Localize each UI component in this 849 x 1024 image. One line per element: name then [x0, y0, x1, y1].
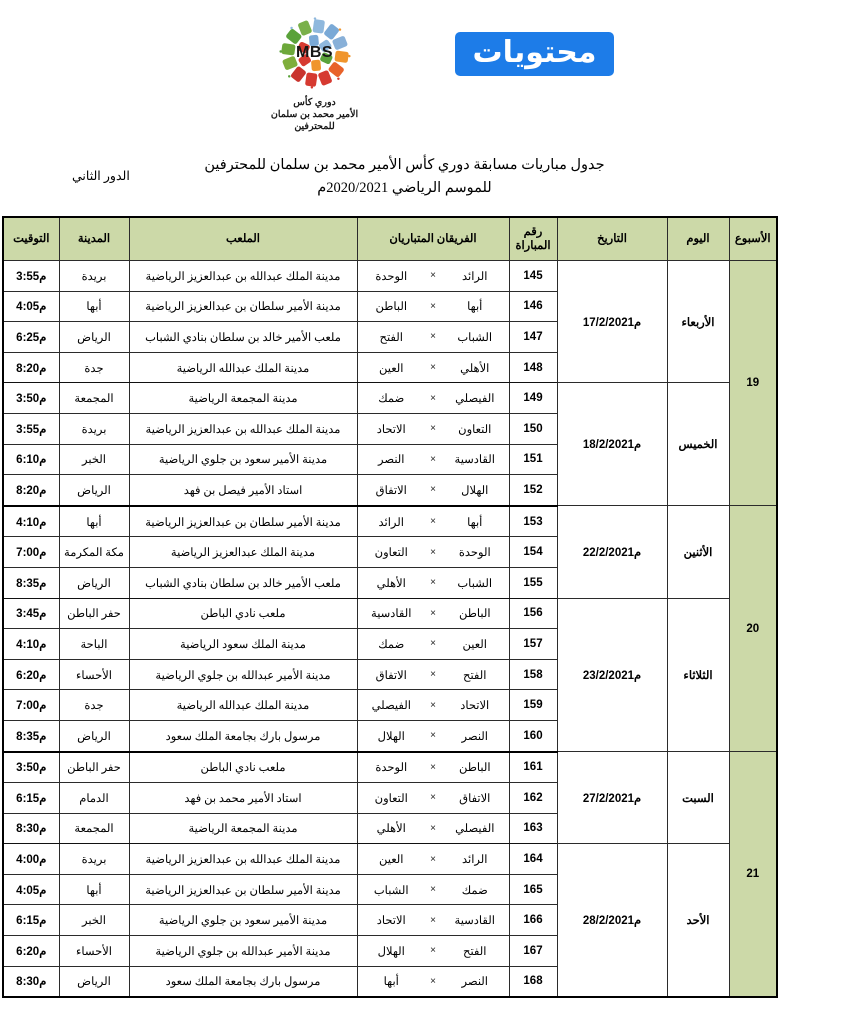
round-label: الدور الثاني	[72, 169, 130, 183]
away-team-label: الأهلي	[376, 577, 406, 590]
away-team-label: الهلال	[377, 945, 405, 958]
away-team-label: الباطن	[375, 301, 408, 314]
versus-icon: ×	[430, 914, 436, 926]
venue-cell: مدينة الملك عبدالله الرياضية	[129, 690, 357, 721]
city-cell: بريدة	[59, 261, 129, 292]
home-team-label: الاتفاق	[459, 792, 491, 805]
home-team-label: الشباب	[457, 331, 493, 344]
col-header-venue: الملعب	[129, 217, 357, 261]
away-team-label: الشباب	[373, 884, 409, 897]
match-number-cell: 155	[509, 567, 557, 598]
home-team-label: الهلال	[461, 484, 489, 497]
col-header-time: التوقيت	[3, 217, 59, 261]
versus-icon: ×	[430, 362, 436, 374]
venue-cell: ملعب الأمير خالد بن سلطان بنادي الشباب	[129, 322, 357, 353]
table-row	[3, 752, 777, 783]
site-logo	[455, 32, 615, 76]
venue-cell: مدينة الملك عبدالله بن عبدالعزيز الرياضية	[129, 844, 357, 875]
city-cell: جدة	[59, 352, 129, 383]
time-cell: 4:00م	[3, 844, 59, 875]
teams-cell	[357, 567, 509, 598]
teams-cell	[357, 322, 509, 353]
city-cell: الدمام	[59, 783, 129, 814]
match-number-cell: 153	[509, 506, 557, 537]
teams-cell	[357, 905, 509, 936]
venue-cell: ملعب نادي الباطن	[129, 598, 357, 629]
date-cell: 27/2/2021م	[557, 752, 667, 844]
day-name-cell: الثلاثاء	[667, 598, 729, 751]
home-team-label: الباطن	[458, 608, 491, 621]
time-cell: 3:50م	[3, 383, 59, 414]
city-cell: المجمعة	[59, 813, 129, 844]
home-team-label: القادسية	[454, 915, 495, 928]
schedule-table-wrap	[13, 216, 778, 998]
away-team-label: ضمك	[378, 393, 405, 406]
home-team-label: الفيصلي	[455, 393, 495, 406]
away-team-label: العين	[379, 854, 404, 867]
match-number-cell: 147	[509, 322, 557, 353]
teams-cell	[357, 844, 509, 875]
versus-icon: ×	[430, 884, 436, 896]
venue-cell: مدينة الأمير سعود بن جلوي الرياضية	[129, 444, 357, 475]
versus-icon: ×	[430, 792, 436, 804]
home-team-label: الاتحاد	[460, 700, 490, 713]
home-team-label: أبها	[467, 301, 483, 314]
teams-cell	[357, 629, 509, 660]
versus-icon: ×	[430, 392, 436, 404]
teams-cell	[357, 659, 509, 690]
col-header-teams: الفريقان المتباريان	[357, 217, 509, 261]
match-number-cell: 154	[509, 537, 557, 568]
league-caption	[271, 97, 358, 133]
away-team-label: الاتحاد	[376, 423, 406, 436]
table-body	[3, 261, 777, 998]
teams-cell	[357, 936, 509, 967]
away-team-label: الوحدة	[375, 762, 408, 775]
venue-cell: ملعب نادي الباطن	[129, 752, 357, 783]
site-logo-text: محتويات	[472, 34, 597, 70]
time-cell: 7:00م	[3, 690, 59, 721]
away-team-label: الوحدة	[375, 270, 408, 283]
table-row	[3, 506, 777, 537]
time-cell: 8:30م	[3, 813, 59, 844]
date-cell: 23/2/2021م	[557, 598, 667, 751]
col-header-date: التاريخ	[557, 217, 667, 261]
city-cell: الرياض	[59, 720, 129, 751]
time-cell: 3:50م	[3, 752, 59, 783]
col-header-match-no-line2: المباراة	[515, 240, 551, 252]
time-cell: 4:10م	[3, 629, 59, 660]
home-team-label: التعاون	[458, 423, 492, 436]
away-team-label: التعاون	[374, 792, 408, 805]
venue-cell: استاد الأمير محمد بن فهد	[129, 783, 357, 814]
week-number-cell: 19	[729, 261, 777, 506]
away-team-label: أبها	[383, 976, 399, 989]
teams-cell	[357, 444, 509, 475]
time-cell: 6:20م	[3, 659, 59, 690]
city-cell: الرياض	[59, 966, 129, 997]
versus-icon: ×	[430, 730, 436, 742]
home-team-label: الفتح	[463, 945, 487, 958]
city-cell: حفر الباطن	[59, 752, 129, 783]
away-team-label: القادسية	[371, 608, 412, 621]
time-cell: 4:05م	[3, 291, 59, 322]
teams-cell	[357, 352, 509, 383]
time-cell: 8:20م	[3, 475, 59, 506]
city-cell: بريدة	[59, 413, 129, 444]
venue-cell: مدينة الملك سعود الرياضية	[129, 629, 357, 660]
time-cell: 6:25م	[3, 322, 59, 353]
away-team-label: الاتفاق	[375, 484, 407, 497]
venue-cell: مدينة المجمعة الرياضية	[129, 813, 357, 844]
league-caption-line1: دوري كأس	[293, 97, 336, 108]
match-number-cell: 150	[509, 413, 557, 444]
home-team-label: القادسية	[454, 454, 495, 467]
match-number-cell: 156	[509, 598, 557, 629]
venue-cell: مدينة الملك عبدالعزيز الرياضية	[129, 537, 357, 568]
venue-cell: مدينة الملك عبدالله بن عبدالعزيز الرياضية	[129, 413, 357, 444]
versus-icon: ×	[430, 975, 436, 987]
home-team-label: أبها	[467, 516, 483, 529]
venue-cell: مدينة الأمير عبدالله بن جلوي الرياضية	[129, 659, 357, 690]
teams-cell	[357, 537, 509, 568]
away-team-label: ضمك	[378, 638, 405, 651]
league-caption-line2: الأمير محمد بن سلمان	[270, 109, 359, 120]
versus-icon: ×	[430, 945, 436, 957]
league-crest-icon	[276, 14, 354, 92]
versus-icon: ×	[430, 669, 436, 681]
city-cell: أبها	[59, 506, 129, 537]
versus-icon: ×	[430, 761, 436, 773]
time-cell: 6:15م	[3, 905, 59, 936]
away-team-label: الفتح	[379, 331, 403, 344]
schedule-table	[2, 216, 778, 998]
versus-icon: ×	[430, 699, 436, 711]
teams-cell	[357, 690, 509, 721]
col-header-day: اليوم	[667, 217, 729, 261]
teams-cell	[357, 291, 509, 322]
match-number-cell: 165	[509, 874, 557, 905]
away-team-label: الهلال	[377, 730, 405, 743]
time-cell: 3:45م	[3, 598, 59, 629]
table-head	[3, 217, 777, 261]
teams-cell	[357, 261, 509, 292]
city-cell: أبها	[59, 291, 129, 322]
week-number-cell: 21	[729, 752, 777, 998]
match-number-cell: 158	[509, 659, 557, 690]
week-number-cell: 20	[729, 506, 777, 752]
city-cell: أبها	[59, 874, 129, 905]
match-number-cell: 146	[509, 291, 557, 322]
teams-cell	[357, 813, 509, 844]
city-cell: الأحساء	[59, 936, 129, 967]
versus-icon: ×	[430, 822, 436, 834]
date-cell: 18/2/2021م	[557, 383, 667, 506]
venue-cell: مدينة الأمير سلطان بن عبدالعزيز الرياضية	[129, 506, 357, 537]
teams-cell	[357, 383, 509, 414]
teams-cell	[357, 598, 509, 629]
time-cell: 3:55م	[3, 413, 59, 444]
versus-icon: ×	[430, 607, 436, 619]
match-number-cell: 164	[509, 844, 557, 875]
col-header-match-no	[509, 217, 557, 261]
match-number-cell: 145	[509, 261, 557, 292]
venue-cell: مدينة الأمير عبدالله بن جلوي الرياضية	[129, 936, 357, 967]
city-cell: بريدة	[59, 844, 129, 875]
time-cell: 7:00م	[3, 537, 59, 568]
page-title-line2: للموسم الرياضي 2020/2021م	[317, 180, 492, 196]
versus-icon: ×	[430, 577, 436, 589]
away-team-label: العين	[379, 362, 404, 375]
venue-cell: مدينة الأمير سلطان بن عبدالعزيز الرياضية	[129, 291, 357, 322]
city-cell: الخبر	[59, 905, 129, 936]
teams-cell	[357, 720, 509, 751]
day-name-cell: الأثنين	[667, 506, 729, 598]
teams-cell	[357, 475, 509, 506]
venue-cell: مدينة الملك عبدالله الرياضية	[129, 352, 357, 383]
venue-cell: مدينة الأمير سعود بن جلوي الرياضية	[129, 905, 357, 936]
city-cell: المجمعة	[59, 383, 129, 414]
table-header-row	[3, 217, 777, 261]
match-number-cell: 168	[509, 966, 557, 997]
city-cell: الخبر	[59, 444, 129, 475]
away-team-label: الاتحاد	[376, 915, 406, 928]
time-cell: 3:55م	[3, 261, 59, 292]
home-team-label: النصر	[461, 976, 488, 989]
day-name-cell: الخميس	[667, 383, 729, 506]
match-number-cell: 152	[509, 475, 557, 506]
home-team-label: النصر	[461, 730, 488, 743]
match-number-cell: 167	[509, 936, 557, 967]
venue-cell: ملعب الأمير خالد بن سلطان بنادي الشباب	[129, 567, 357, 598]
table-row	[3, 598, 777, 629]
city-cell: الرياض	[59, 475, 129, 506]
city-cell: الأحساء	[59, 659, 129, 690]
page-title-line1: جدول مباريات مسابقة دوري كأس الأمير محمد بن سلمان للمحترفين	[204, 157, 605, 173]
date-cell: 28/2/2021م	[557, 844, 667, 997]
league-logo-block	[235, 14, 395, 133]
versus-icon: ×	[430, 423, 436, 435]
versus-icon: ×	[430, 300, 436, 312]
city-cell: الرياض	[59, 567, 129, 598]
venue-cell: مرسول بارك بجامعة الملك سعود	[129, 720, 357, 751]
venue-cell: مرسول بارك بجامعة الملك سعود	[129, 966, 357, 997]
home-team-label: العين	[462, 638, 487, 651]
time-cell: 4:05م	[3, 874, 59, 905]
away-team-label: الفيصلي	[371, 700, 411, 713]
time-cell: 8:30م	[3, 966, 59, 997]
city-cell: حفر الباطن	[59, 598, 129, 629]
home-team-label: ضمك	[461, 884, 488, 897]
col-header-city: المدينة	[59, 217, 129, 261]
table-row	[3, 844, 777, 875]
match-number-cell: 157	[509, 629, 557, 660]
league-caption-line3: للمحترفين	[294, 121, 335, 132]
home-team-label: الوحدة	[458, 547, 491, 560]
match-number-cell: 162	[509, 783, 557, 814]
time-cell: 8:20م	[3, 352, 59, 383]
versus-icon: ×	[430, 270, 436, 282]
away-team-label: الاتفاق	[375, 669, 407, 682]
time-cell: 8:35م	[3, 720, 59, 751]
table-row	[3, 383, 777, 414]
city-cell: الرياض	[59, 322, 129, 353]
venue-cell: مدينة الملك عبدالله بن عبدالعزيز الرياضية	[129, 261, 357, 292]
versus-icon: ×	[430, 853, 436, 865]
time-cell: 6:20م	[3, 936, 59, 967]
away-team-label: النصر	[378, 454, 405, 467]
teams-cell	[357, 413, 509, 444]
home-team-label: الرائد	[462, 854, 488, 867]
venue-cell: مدينة الأمير سلطان بن عبدالعزيز الرياضية	[129, 874, 357, 905]
match-number-cell: 159	[509, 690, 557, 721]
versus-icon: ×	[430, 331, 436, 343]
home-team-label: الفيصلي	[455, 823, 495, 836]
day-name-cell: السبت	[667, 752, 729, 844]
match-number-cell: 160	[509, 720, 557, 751]
teams-cell	[357, 966, 509, 997]
day-name-cell: الأربعاء	[667, 261, 729, 383]
page-header	[0, 0, 849, 150]
versus-icon: ×	[430, 638, 436, 650]
table-row	[3, 261, 777, 292]
teams-cell	[357, 506, 509, 537]
teams-cell	[357, 874, 509, 905]
home-team-label: الرائد	[462, 270, 488, 283]
match-number-cell: 149	[509, 383, 557, 414]
match-number-cell: 161	[509, 752, 557, 783]
city-cell: الباحة	[59, 629, 129, 660]
home-team-label: الباطن	[458, 762, 491, 775]
home-team-label: الأهلي	[460, 362, 490, 375]
date-cell: 22/2/2021م	[557, 506, 667, 598]
away-team-label: الرائد	[378, 516, 404, 529]
date-cell: 17/2/2021م	[557, 261, 667, 383]
venue-cell: استاد الأمير فيصل بن فهد	[129, 475, 357, 506]
league-logo-abbr: MBS	[296, 44, 334, 61]
col-header-week: الأسبوع	[729, 217, 777, 261]
home-team-label: الشباب	[457, 577, 493, 590]
versus-icon: ×	[430, 516, 436, 528]
page-title-block	[0, 154, 849, 206]
match-number-cell: 148	[509, 352, 557, 383]
time-cell: 6:15م	[3, 783, 59, 814]
city-cell: مكة المكرمة	[59, 537, 129, 568]
time-cell: 4:10م	[3, 506, 59, 537]
versus-icon: ×	[430, 484, 436, 496]
time-cell: 6:10م	[3, 444, 59, 475]
city-cell: جدة	[59, 690, 129, 721]
teams-cell	[357, 752, 509, 783]
teams-cell	[357, 783, 509, 814]
day-name-cell: الأحد	[667, 844, 729, 997]
away-team-label: التعاون	[374, 547, 408, 560]
venue-cell: مدينة المجمعة الرياضية	[129, 383, 357, 414]
home-team-label: الفتح	[463, 669, 487, 682]
match-number-cell: 151	[509, 444, 557, 475]
match-number-cell: 166	[509, 905, 557, 936]
versus-icon: ×	[430, 546, 436, 558]
time-cell: 8:35م	[3, 567, 59, 598]
match-number-cell: 163	[509, 813, 557, 844]
versus-icon: ×	[430, 453, 436, 465]
col-header-match-no-line1: رقم	[523, 226, 543, 238]
away-team-label: الأهلي	[376, 823, 406, 836]
